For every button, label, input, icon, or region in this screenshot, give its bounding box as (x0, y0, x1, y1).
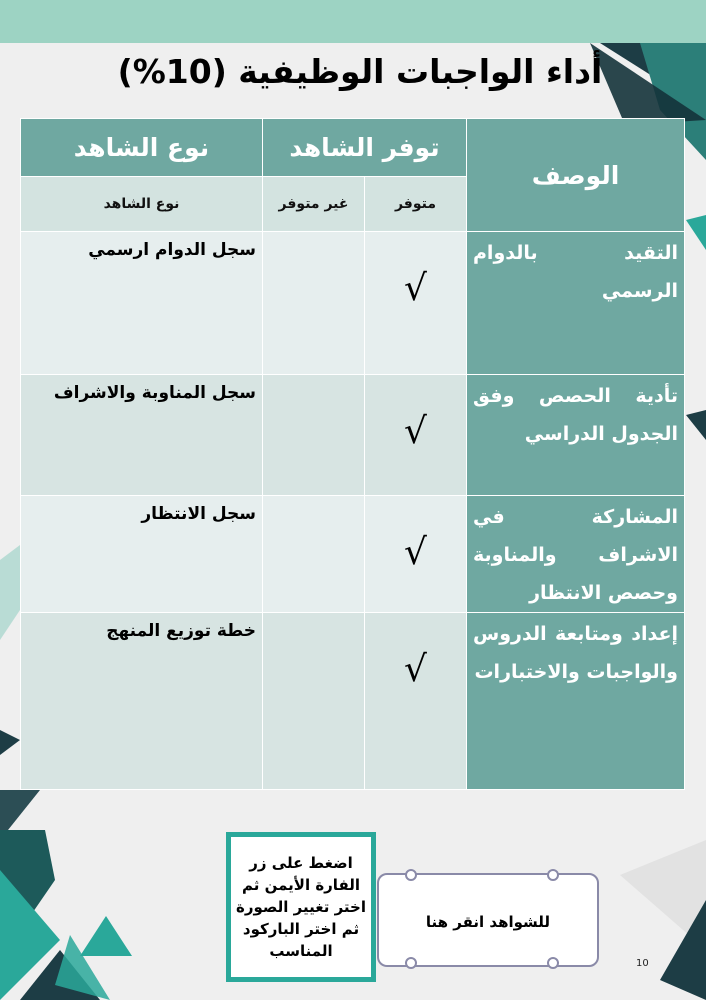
check-mark: √ (365, 613, 467, 790)
header-availability: توفر الشاهد (263, 119, 467, 177)
row-description: التقيد بالدوام الرسمي (467, 232, 685, 375)
row-description: المشاركة في الاشراف والمناوبة وحصص الانتظار (467, 496, 685, 613)
frame-knob (547, 869, 559, 881)
duties-table (20, 118, 685, 790)
frame-knob (547, 957, 559, 969)
row-description: تأدية الحصص وفق الجدول الدراسي (467, 375, 685, 496)
not-available-cell (263, 375, 365, 496)
header-description: الوصف (467, 119, 685, 232)
qr-code-placeholder[interactable] (226, 832, 376, 982)
evidence-cell: سجل المناوبة والاشراف (21, 375, 263, 496)
row-description: إعداد ومتابعة الدروس والواجبات والاختبارات (467, 613, 685, 790)
subheader-available: متوفر (365, 177, 467, 232)
frame-knob (405, 957, 417, 969)
table-row (21, 375, 685, 496)
subheader-not-available: غير متوفر (263, 177, 365, 232)
not-available-cell (263, 496, 365, 613)
check-mark: √ (365, 496, 467, 613)
evidence-cell: سجل الدوام ارسمي (21, 232, 263, 375)
table-row (21, 496, 685, 613)
subheader-evidence-type: نوع الشاهد (21, 177, 263, 232)
evidence-link-label: للشواهد انقر هنا (425, 913, 551, 931)
not-available-cell (263, 613, 365, 790)
check-mark: √ (365, 232, 467, 375)
table-row (21, 613, 685, 790)
not-available-cell (263, 232, 365, 375)
check-mark: √ (365, 375, 467, 496)
frame-knob (405, 869, 417, 881)
page-number: 10 (636, 958, 649, 969)
qr-placeholder-text: اضغط على زر الفارة الأيمن ثم اختر تغيير الصورة ثم اختر الباركود المناسب (231, 837, 371, 977)
evidence-cell: خطة توزيع المنهج (21, 613, 263, 790)
evidence-link-button[interactable] (377, 873, 599, 967)
page-title: أداء الواجبات الوظيفية (10%) (117, 52, 603, 91)
table-row (21, 232, 685, 375)
evidence-cell: سجل الانتظار (21, 496, 263, 613)
header-evidence-type: نوع الشاهد (21, 119, 263, 177)
